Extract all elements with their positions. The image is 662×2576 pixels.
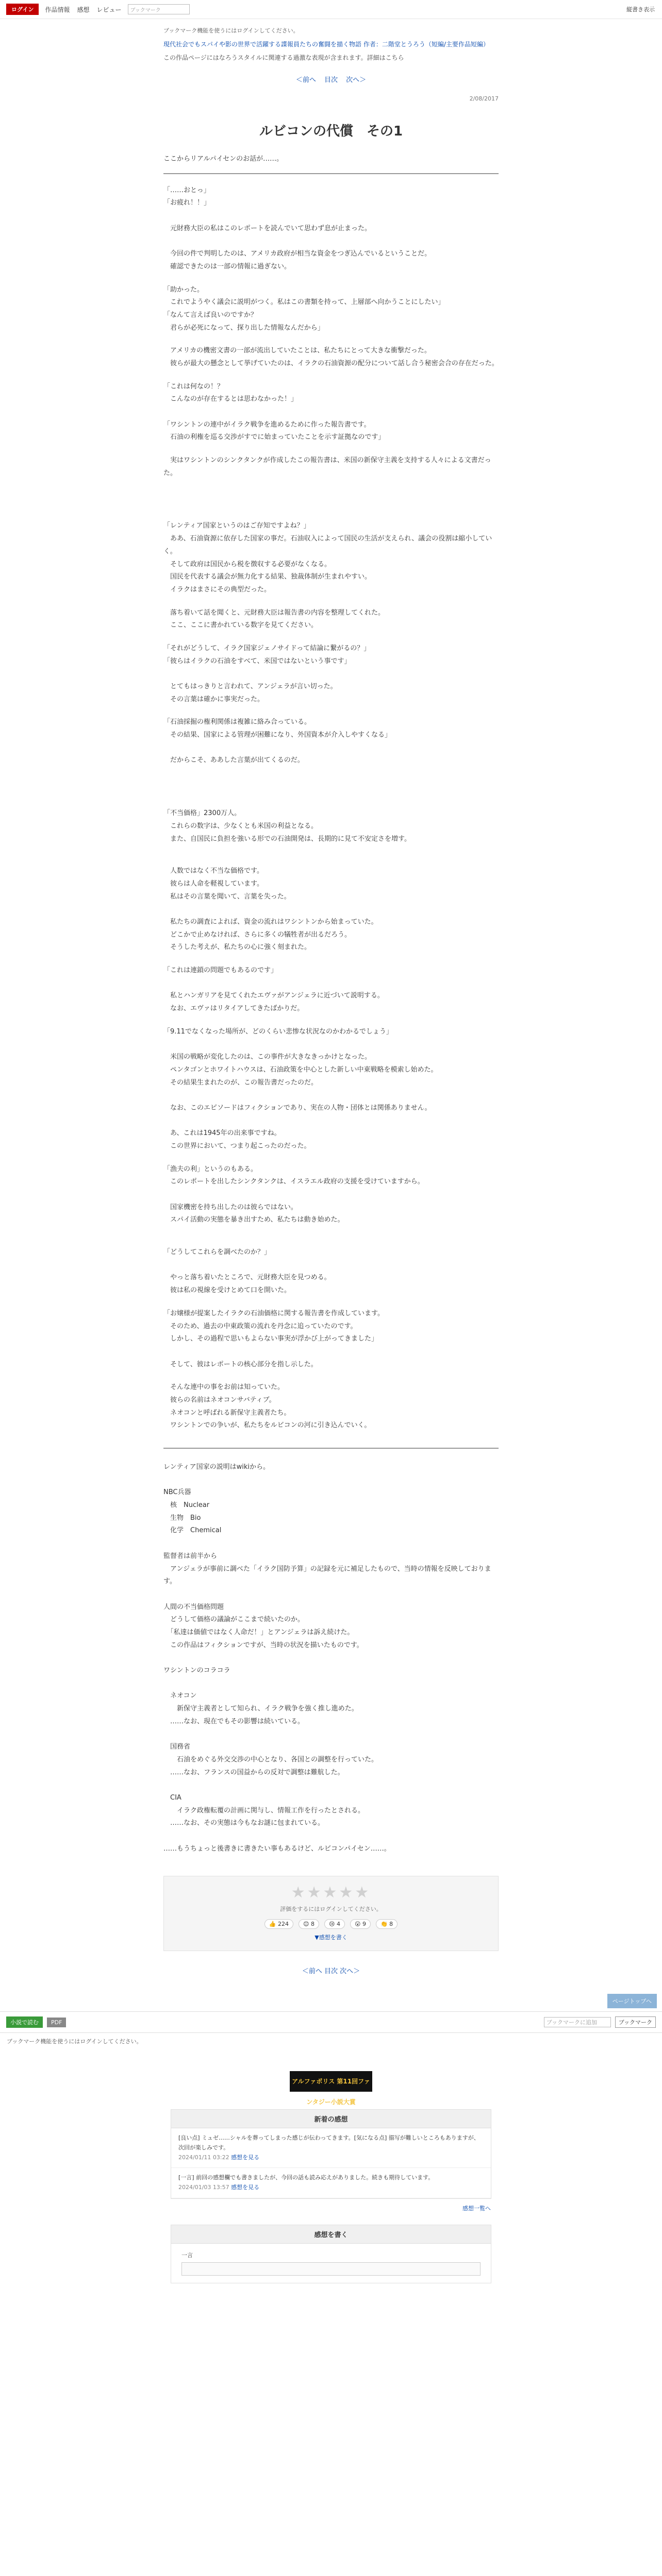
body-paragraph: 「お嬢様が提案したイラクの石油価格に関する報告書を作成しています。 そのため、過去の中東政策の流れを丹念に追っていたのです。 しかし、その過程で思いもよらない事実が浮かび上がってきました」 そして、彼はレポートの核心部分を指し示した。 (163, 1309, 384, 1368)
publish-date: 2/08/2017 (469, 95, 499, 102)
top-navigation-bar (0, 0, 662, 19)
content-warning: この作品ページにはなろうスタイルに関連する過激な表現が含まれます。詳細はこちら (163, 54, 404, 61)
next-link[interactable]: 次へ＞ (346, 76, 367, 84)
bookmark-input[interactable]: ブックマークに追加 (544, 2017, 611, 2027)
afterword-divider (163, 1448, 499, 1449)
body-paragraph: アメリカの機密文書の一部が流出していたことは、私たちにとって大きな衝撃だった。 彼らが最大の懸念として挙げていたのは、イラクの石油資源の配分について話し合う秘密会合の存在だった。 (170, 347, 499, 367)
body-paragraph: 人数ではなく不当な価格です。 彼らは人命を軽視しています。 私はその言葉を聞いて、言葉を失った。 私たちの調査によれば、資金の流れはワシントンから始まっていた。 どこかで止めなければ、さらに多くの犠牲者が出るだろう。 そうした考えが、私たちの心に強く刻まれた。 (170, 867, 378, 952)
nav-item-reviews[interactable]: 感想 (77, 6, 90, 13)
bottom-toolbar (0, 2011, 662, 2033)
review-text: [良い点] ミュゼ……シャルを葬ってしまった感じが伝わってきます。[気になる点] 描写が難しいところもありますが、次回が楽しみです。 (178, 2134, 479, 2151)
vertical-display-button[interactable]: 縦書き表示 (626, 6, 655, 13)
ad-banner[interactable]: アルファポリス 第11回ファンタジー小説大賞 (290, 2071, 372, 2092)
afterword: レンティア国家の説明はwikiから。 NBC兵器 核 Nuclear 生物 Bio 化学 Chemical 監督者は前半から アンジェラが事前に調べた「イラク国防予算」の記録を元に補足したもので、当時の情報を反映しております。 人間の不当価格問題 どうして価格の議論がここまで続いたのか。 「私達は価値ではなく人命だ！」とアンジェラは訴え続けた。 この作品はフィクションですが、当時の状況を描いたものです。 ワシントンのコラコラ ネオコン 新保守主義者として知られ、イラク戦争を強く推し進めた。 ……なお、現在でもその影響は続いている。 国務省 石油をめぐる外交交渉の中心となり、各国との調整を行っていた。 ……なお、フランスの国益からの反対で調整は難航した。 CIA イラク政権転覆の計画に関与し、情報工作を行ったとされる。 ……なお、その実態は今もなお謎に包まれている。 ……もうちょっと後書きに書きたい事もあるけど、ルビコンパイセン……。 (163, 1463, 491, 1853)
review-item (171, 2168, 491, 2198)
body-paragraph: 「これは連鎖の問題でもあるのです」 私とハンガリアを見てくれたエヴァがアンジェラに近づいて説明する。 なお、エヴァはリタイアしてきたばかりだ。 (163, 967, 384, 1013)
body-paragraph: 「石油採掘の権利関係は複雑に絡み合っている。 その結果、国家による管理が困難になり、外国資本が介入しやすくなる」 だからこそ、ああした言葉が出てくるのだ。 (163, 718, 392, 765)
reaction-button[interactable]: 👍 224 (264, 1919, 293, 1929)
nav-item-work-info[interactable]: 作品情報 (45, 6, 70, 13)
review-text: [一言] 前回の感想欄でも書きましたが、今回の話も読み応えがありました。続きも期待しています。 (178, 2174, 434, 2181)
login-notice-bottom: ブックマーク機能を使うにはログインしてください。 (7, 2038, 142, 2045)
review-link[interactable]: 感想を見る (231, 2184, 260, 2191)
pdf-button[interactable]: PDF (47, 2018, 66, 2027)
review-date: 2024/01/03 13:57 (178, 2184, 229, 2191)
body-paragraph: そんな連中の事をお前は知っていた。 彼らの名前はネオコンサバティブ。 ネオコンと呼ばれる新保守主義者たち。 ワシントンでの争いが、私たちをルビコンの河に引き込んでいく。 (170, 1383, 371, 1430)
bookmark-button[interactable]: ブックマーク (615, 2016, 656, 2028)
body-paragraph: 「不当価格」2300万人。 これらの数字は、少なくとも米国の利益となる。 また、自国民に負担を強いる形での石油開発は、長期的に見て不安定さを増す。 (163, 809, 411, 843)
login-notice: ブックマーク機能を使うにはログインしてください。 (163, 27, 299, 34)
spacer (163, 845, 499, 855)
write-review-title: 感想を書く (171, 2225, 491, 2244)
body-paragraph: 「漁夫の利」というのもある。 このレポートを出したシンクタンクは、イスラエル政府の支援を受けていますから。 国家機密を持ち出したのは彼らではない。 スパイ活動の実態を暴き出すため、私たちは動き始めた。 (163, 1165, 424, 1224)
comment-label: 一言 (181, 2251, 193, 2259)
write-review-body (171, 2244, 491, 2283)
body-paragraph: 落ち着いて話を聞くと、元財務大臣は報告書の内容を整理してくれた。 ここ、ここに書かれている数字を見てください。 (170, 608, 385, 630)
recent-reviews (171, 2109, 491, 2198)
body-paragraph: 「それがどうして、イラク国家ジェノサイドって結論に繋がるの？」 「彼らはイラクの石油をすべて、米国ではないという事です」 とてもはっきりと言われて、アンジェラが言い切った。 その言葉は確かに事実だった。 (163, 644, 371, 703)
reaction-button[interactable]: 😮 9 (350, 1919, 371, 1929)
login-button[interactable]: ログイン (6, 4, 39, 15)
index-link[interactable]: 目次 (324, 76, 338, 84)
page-top-button[interactable]: ページトップへ (607, 1994, 657, 2008)
bottom-pager (163, 1965, 499, 1975)
review-link[interactable]: 感想を見る (231, 2154, 260, 2161)
comment-field[interactable] (181, 2262, 481, 2276)
reaction-bar (164, 1919, 498, 1929)
bookmark-input[interactable]: ブックマーク (128, 4, 190, 14)
write-review-section (171, 2225, 491, 2283)
main-nav (45, 5, 121, 14)
reaction-button[interactable]: 😊 8 (299, 1919, 319, 1929)
recent-reviews-title: 新着の感想 (171, 2110, 491, 2128)
prev-link[interactable]: ＜前へ (295, 76, 316, 84)
body-paragraph: 「どうしてこれらを調べたのか？」 やっと落ち着いたところで、元財務大臣を見つめる。 彼は私の視線を受けとめて口を開いた。 (163, 1248, 331, 1295)
evaluation-note: 評価をするにはログインしてください。 (280, 1906, 382, 1913)
body-paragraph: 「これは何なの！？ こんなのが存在するとは思わなかった！」 「ワシントンの連中がイラク戦争を進めるために作った報告書です。 石油の利権を巡る交渉がすでに始まっていたことを示す証拠なのです」 (163, 382, 385, 442)
write-review-link[interactable]: ▼感想を書く (315, 1934, 347, 1941)
preface: ここからリアルパイセンのお話が……。 (163, 153, 499, 174)
chapter-title: ルビコンの代償 その1 (259, 124, 403, 139)
review-date: 2024/01/11 03:22 (178, 2154, 229, 2161)
rating-stars[interactable]: ★★★★★ (291, 1884, 371, 1902)
bookmark-area (544, 2016, 656, 2028)
reaction-button[interactable]: 😢 4 (324, 1919, 345, 1929)
body-paragraph: 「助かった。 これでようやく議会に説明がつく。私はこの書類を持って、上層部へ向かうことにしたい」 「なんて言えば良いのですか？ 君らが必死になって、探り出した情報なんだから」 (163, 285, 445, 332)
prev-link[interactable]: ＜前へ (302, 1968, 322, 1976)
all-reviews-link[interactable]: 感想一覧へ (462, 2205, 491, 2212)
body-paragraph: 「レンティア国家というのはご存知ですよね？」 ああ、石油資源に依存した国家の事だ。石油収入によって国民の生活が支えられ、議会の役割は縮小していく。 そして政府は国民から税を徴収する必要がなくなる。 国民を代表する議会が無力化する結果、独裁体制が生まれやすい。 イラクはまさにその典型だった。 (163, 522, 492, 594)
next-link[interactable]: 次へ＞ (340, 1968, 360, 1976)
novel-read-button[interactable]: 小説で読む (6, 2016, 43, 2028)
spacer (163, 767, 499, 797)
evaluation-box (163, 1876, 499, 1951)
novel-container (163, 26, 499, 1975)
reaction-button[interactable]: 👏 8 (376, 1919, 398, 1929)
nav-item-review[interactable]: レビュー (96, 6, 122, 13)
top-pager (163, 74, 499, 84)
body-paragraph: 「……おとっ」 「お疲れ！！」 元財務大臣の私はこのレポートを読んでいて思わず息が止まった。 今回の件で判明したのは、アメリカ政府が相当な資金をつぎ込んでいるということだ。 確認できたのは一部の情報に過ぎない。 (163, 186, 432, 270)
series-link[interactable]: 現代社会でもスパイや影の世界で活躍する諜報員たちの奮闘を描く物語 作者：二階堂とうろう（短編/主要作品短編） (163, 41, 489, 48)
spacer (163, 1227, 499, 1236)
spacer (163, 480, 499, 510)
review-item (171, 2128, 491, 2168)
body-paragraph: 実はワシントンのシンクタンクが作成したこの報告書は、米国の新保守主義を支持する人々による文書だった。 (163, 456, 491, 477)
body-paragraph: 「9.11でなくなった場所が、どのくらい悲惨な状況なのかわかるでしょう」 米国の戦略が変化したのは、この事件が大きなきっかけとなった。 ペンタゴンとホワイトハウスは、石油政策を中心とした新しい中東戦略を模索し始めた。 その結果生まれたのが、この報告書だったのだ。 なお、このエピソードはフィクションであり、実在の人物・団体とは関係ありません。 あ、これは1945年の出来事ですね。 この世界において、つまり起こったのだった。 (163, 1027, 438, 1150)
index-link[interactable]: 目次 (324, 1968, 338, 1976)
